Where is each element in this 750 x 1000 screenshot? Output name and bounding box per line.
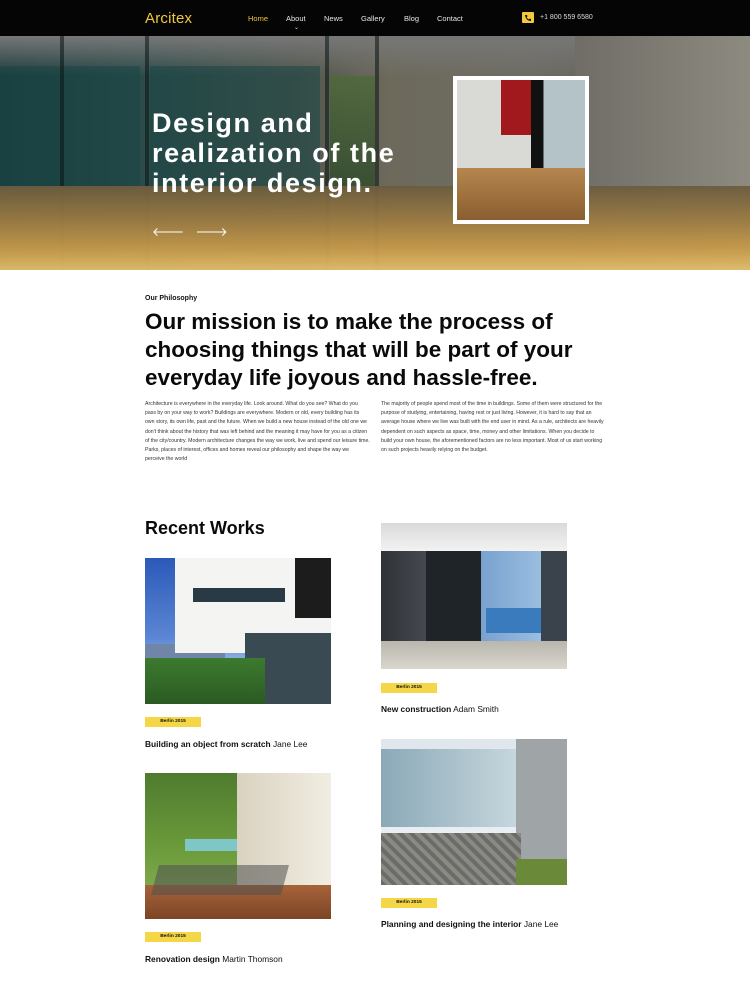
date-badge: Berlin 2015 [145,717,201,727]
work-title: New construction [381,704,452,714]
work-image[interactable] [145,773,331,919]
date-badge: Berlin 2015 [145,932,201,942]
work-author: Adam Smith [453,704,499,714]
date-badge: Berlin 2015 [381,898,437,908]
work-caption[interactable] [145,954,283,964]
work-author: Jane Lee [523,919,559,929]
philosophy-paragraph-right: The majority of people spend most of the time in buildings. Some of them were structured for the purpose of studying, entertaining, having rest or just living. However, it is hard to say that an average house where we live was built with the end user in mind. As a rule, architects are heavily dependent on such aspects as space, time, money and other limitations. When you decide to build your own house, the aforementioned factors are no less important. Most of us start working on such projects heavily relying on the budget. [381,401,604,454]
work-image[interactable] [381,739,567,885]
slider-controls [152,224,236,239]
hero-thumbnail[interactable] [453,76,589,224]
work-caption[interactable] [381,919,558,929]
nav-item-contact[interactable]: Contact [437,14,463,23]
work-author: Jane Lee [272,739,308,749]
arrow-left-icon[interactable]: 🡐 [152,225,185,239]
nav-item-about[interactable]: About [286,14,306,23]
work-title: Planning and designing the interior [381,919,522,929]
arrow-right-icon[interactable]: 🡒 [195,225,228,239]
work-caption[interactable] [381,704,499,714]
phone-number[interactable]: +1 800 559 6580 [540,14,593,21]
date-badge: Berlin 2015 [381,683,437,693]
nav-item-home[interactable]: Home [248,14,269,23]
work-image[interactable] [145,558,331,704]
work-image[interactable] [381,523,567,669]
nav-item-gallery[interactable]: Gallery [361,14,385,23]
section-eyebrow: Our Philosophy [145,295,198,302]
work-author: Martin Thomson [222,954,283,964]
recent-works-title: Recent Works [145,518,265,538]
chevron-down-icon[interactable]: ⌄ [294,25,300,31]
work-caption[interactable] [145,739,307,749]
mission-headline: Our mission is to make the process of choosing things that will be part of your everyday life joyous and hassle-free. [145,309,573,390]
hero-slider [0,36,750,270]
hero-title: Design and realization of the interior design. [152,108,396,198]
philosophy-paragraph-left: Architecture is everywhere in the everyday life. Look around. What do you see? What do you pass by on your way to work? Buildings are everywhere. Modern or old, every building has its own story, its own life, past and the future. When we build a new house instead of the old one we don't think about the history that was left behind and the meaning it may have for you as a citizen of the city/country. Modern architecture changes the way we work, live and spend our leisure time. Parks, places of interest, offices and homes reveal our philosophy and shape the way we perceive the world [145,401,370,463]
nav-item-blog[interactable]: Blog [404,14,420,23]
work-title: Renovation design [145,954,220,964]
logo[interactable]: Arcitex [145,10,193,27]
work-title: Building an object from scratch [145,739,271,749]
nav-item-news[interactable]: News [324,14,343,23]
phone-icon [522,12,534,23]
top-navbar [0,0,750,36]
